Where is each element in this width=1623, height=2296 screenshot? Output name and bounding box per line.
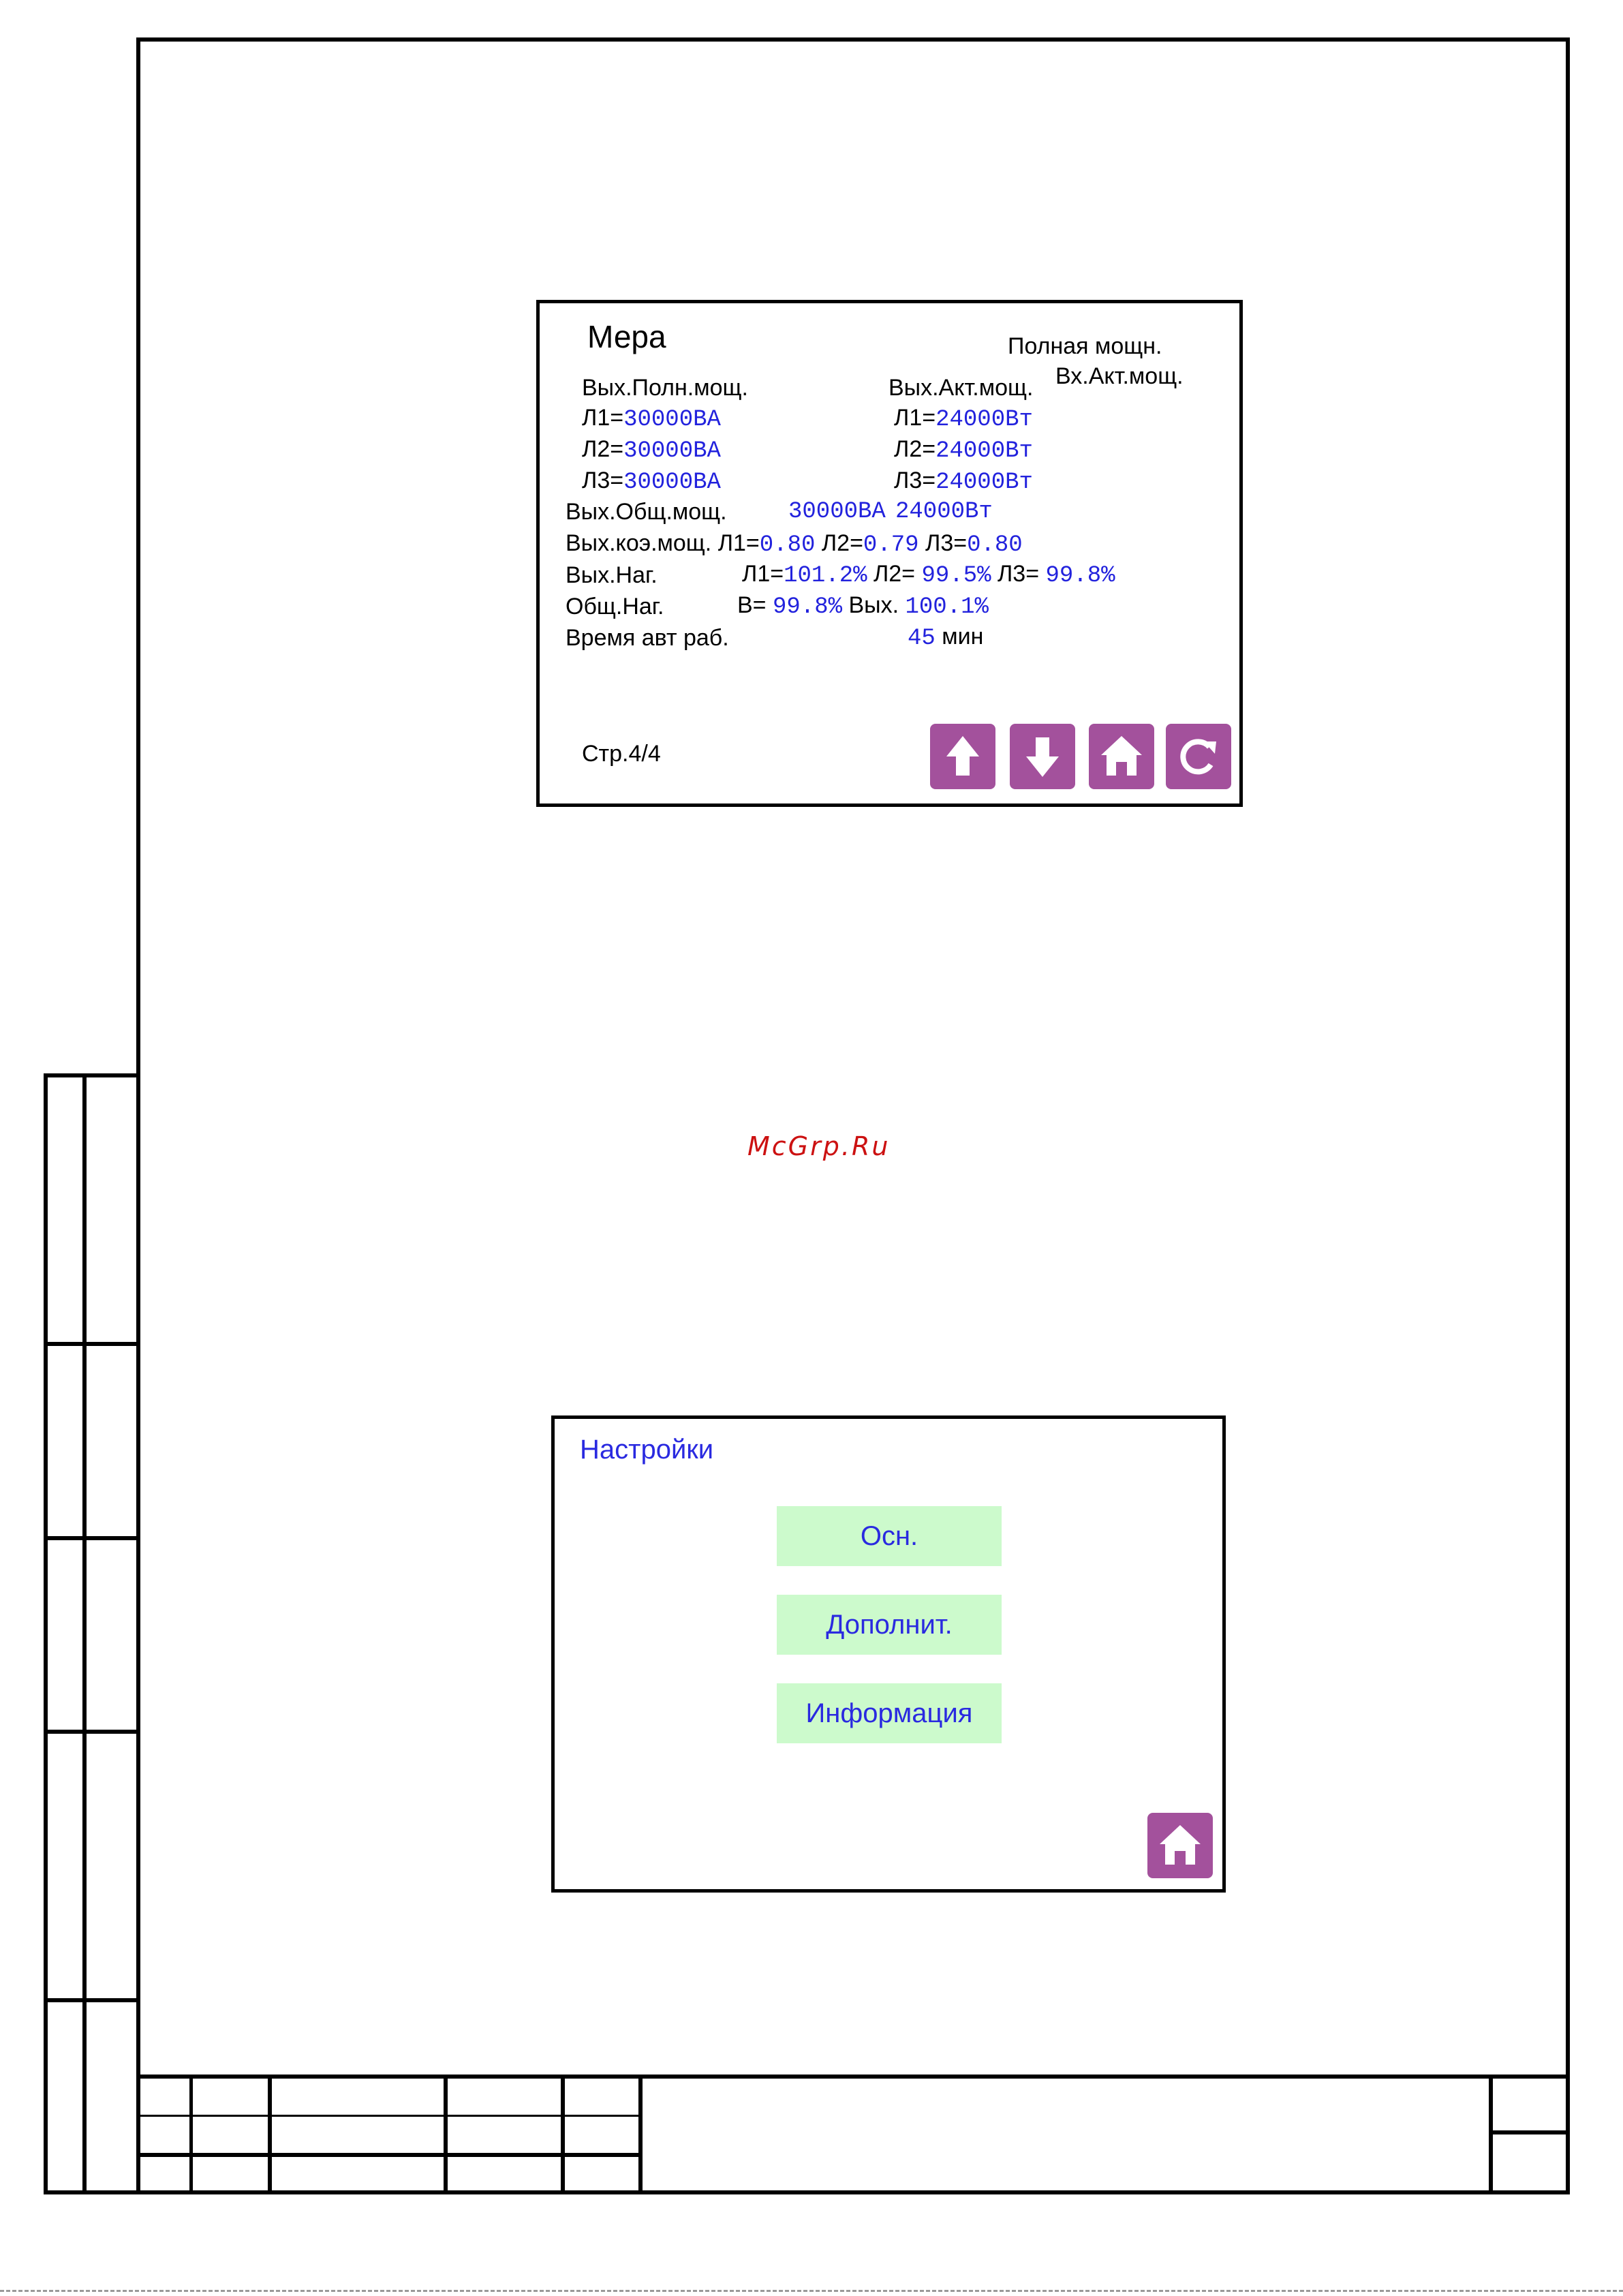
total-apparent-power: 30000ВА <box>788 499 886 525</box>
title-block-hline <box>136 2115 640 2117</box>
title-block-vline <box>561 2075 565 2194</box>
load-l2-label: Л2= <box>873 561 916 587</box>
pf-l2-value: 0.79 <box>863 532 919 558</box>
refresh-icon <box>1166 724 1231 789</box>
power-factor-row <box>566 530 1023 558</box>
information-button[interactable]: Информация <box>777 1683 1002 1743</box>
phase-row <box>582 405 721 433</box>
phase-label: Л3= <box>582 468 624 493</box>
output-load-label: Вых.Наг. <box>566 562 658 588</box>
output-load-row <box>742 561 1115 589</box>
screen-title: Мера <box>587 319 666 354</box>
title-block-vline <box>1489 2075 1493 2194</box>
total-power-label: Вых.Общ.мощ. <box>566 499 727 525</box>
phase-row <box>582 468 721 495</box>
page-down-button[interactable] <box>1010 724 1075 789</box>
title-block-vline <box>638 2075 643 2194</box>
title-block-vline <box>268 2075 272 2194</box>
title-block-hline <box>1489 2130 1570 2134</box>
total-load-in-label: В= <box>737 592 767 618</box>
left-stamp-row-line <box>44 1998 140 2002</box>
pf-l2-label: Л2= <box>821 530 863 556</box>
runtime-value: 45 <box>908 626 936 652</box>
runtime-unit: мин <box>942 624 984 649</box>
total-load-out-value: 100.1% <box>905 594 989 620</box>
page-up-button[interactable] <box>930 724 995 789</box>
apparent-power-value: 30000ВА <box>623 438 721 464</box>
title-block-vline <box>189 2075 193 2194</box>
phase-label: Л2= <box>894 436 936 462</box>
page-indicator: Стр.4/4 <box>582 741 661 767</box>
left-stamp-divider <box>82 1073 87 2194</box>
total-active-power: 24000Вт <box>895 499 993 525</box>
pf-l1-label: Л1= <box>717 530 760 556</box>
left-stamp-row-line <box>44 1342 140 1346</box>
total-load-out-label: Вых. <box>848 592 899 618</box>
power-factor-label: Вых.коэ.мощ. <box>566 530 712 556</box>
additional-settings-button[interactable]: Дополнит. <box>777 1595 1002 1655</box>
phase-row <box>894 405 1033 433</box>
phase-row <box>894 468 1033 495</box>
basic-settings-button[interactable]: Осн. <box>777 1506 1002 1566</box>
input-active-power-header: Вх.Акт.мощ. <box>1055 363 1184 389</box>
active-power-value: 24000Вт <box>936 470 1033 495</box>
settings-title: Настройки <box>580 1435 714 1465</box>
load-l3-label: Л3= <box>997 561 1040 587</box>
pf-l3-value: 0.80 <box>967 532 1023 558</box>
home-button[interactable] <box>1089 724 1154 789</box>
phase-label: Л2= <box>582 436 624 462</box>
measure-screen <box>536 300 1243 807</box>
title-block-vline <box>444 2075 448 2194</box>
load-l1-label: Л1= <box>742 561 784 587</box>
runtime-row <box>908 624 983 652</box>
output-apparent-power-header: Вых.Полн.мощ. <box>582 375 748 401</box>
page-bottom-edge <box>0 2290 1623 2292</box>
refresh-button[interactable] <box>1166 724 1231 789</box>
total-load-row <box>737 592 989 620</box>
home-icon <box>1089 724 1154 789</box>
apparent-power-value: 30000ВА <box>623 407 721 433</box>
arrow-down-icon <box>1010 724 1075 789</box>
apparent-power-value: 30000ВА <box>623 470 721 495</box>
load-l2-value: 99.5% <box>921 563 991 589</box>
total-load-in-value: 99.8% <box>773 594 843 620</box>
total-load-label: Общ.Наг. <box>566 594 664 619</box>
phase-row <box>582 436 721 464</box>
phase-label: Л1= <box>894 405 936 431</box>
phase-label: Л1= <box>582 405 624 431</box>
runtime-label: Время авт раб. <box>566 625 729 651</box>
load-l3-value: 99.8% <box>1045 563 1115 589</box>
arrow-up-icon <box>930 724 995 789</box>
settings-home-button[interactable] <box>1147 1813 1213 1878</box>
title-block-hline <box>136 2153 640 2157</box>
left-stamp-column <box>44 1073 140 2194</box>
pf-l3-label: Л3= <box>925 530 968 556</box>
home-icon <box>1147 1813 1213 1878</box>
output-active-power-header: Вых.Акт.мощ. <box>888 375 1034 401</box>
watermark: McGrp.Ru <box>747 1131 891 1161</box>
pf-l1-value: 0.80 <box>759 532 816 558</box>
phase-label: Л3= <box>894 468 936 493</box>
title-block-top-line <box>136 2075 1570 2079</box>
active-power-value: 24000Вт <box>936 438 1033 464</box>
full-power-header: Полная мощн. <box>1008 333 1162 359</box>
load-l1-value: 101.2% <box>784 563 867 589</box>
phase-row <box>894 436 1033 464</box>
active-power-value: 24000Вт <box>936 407 1033 433</box>
left-stamp-row-line <box>44 1730 140 1734</box>
left-stamp-row-line <box>44 1536 140 1540</box>
